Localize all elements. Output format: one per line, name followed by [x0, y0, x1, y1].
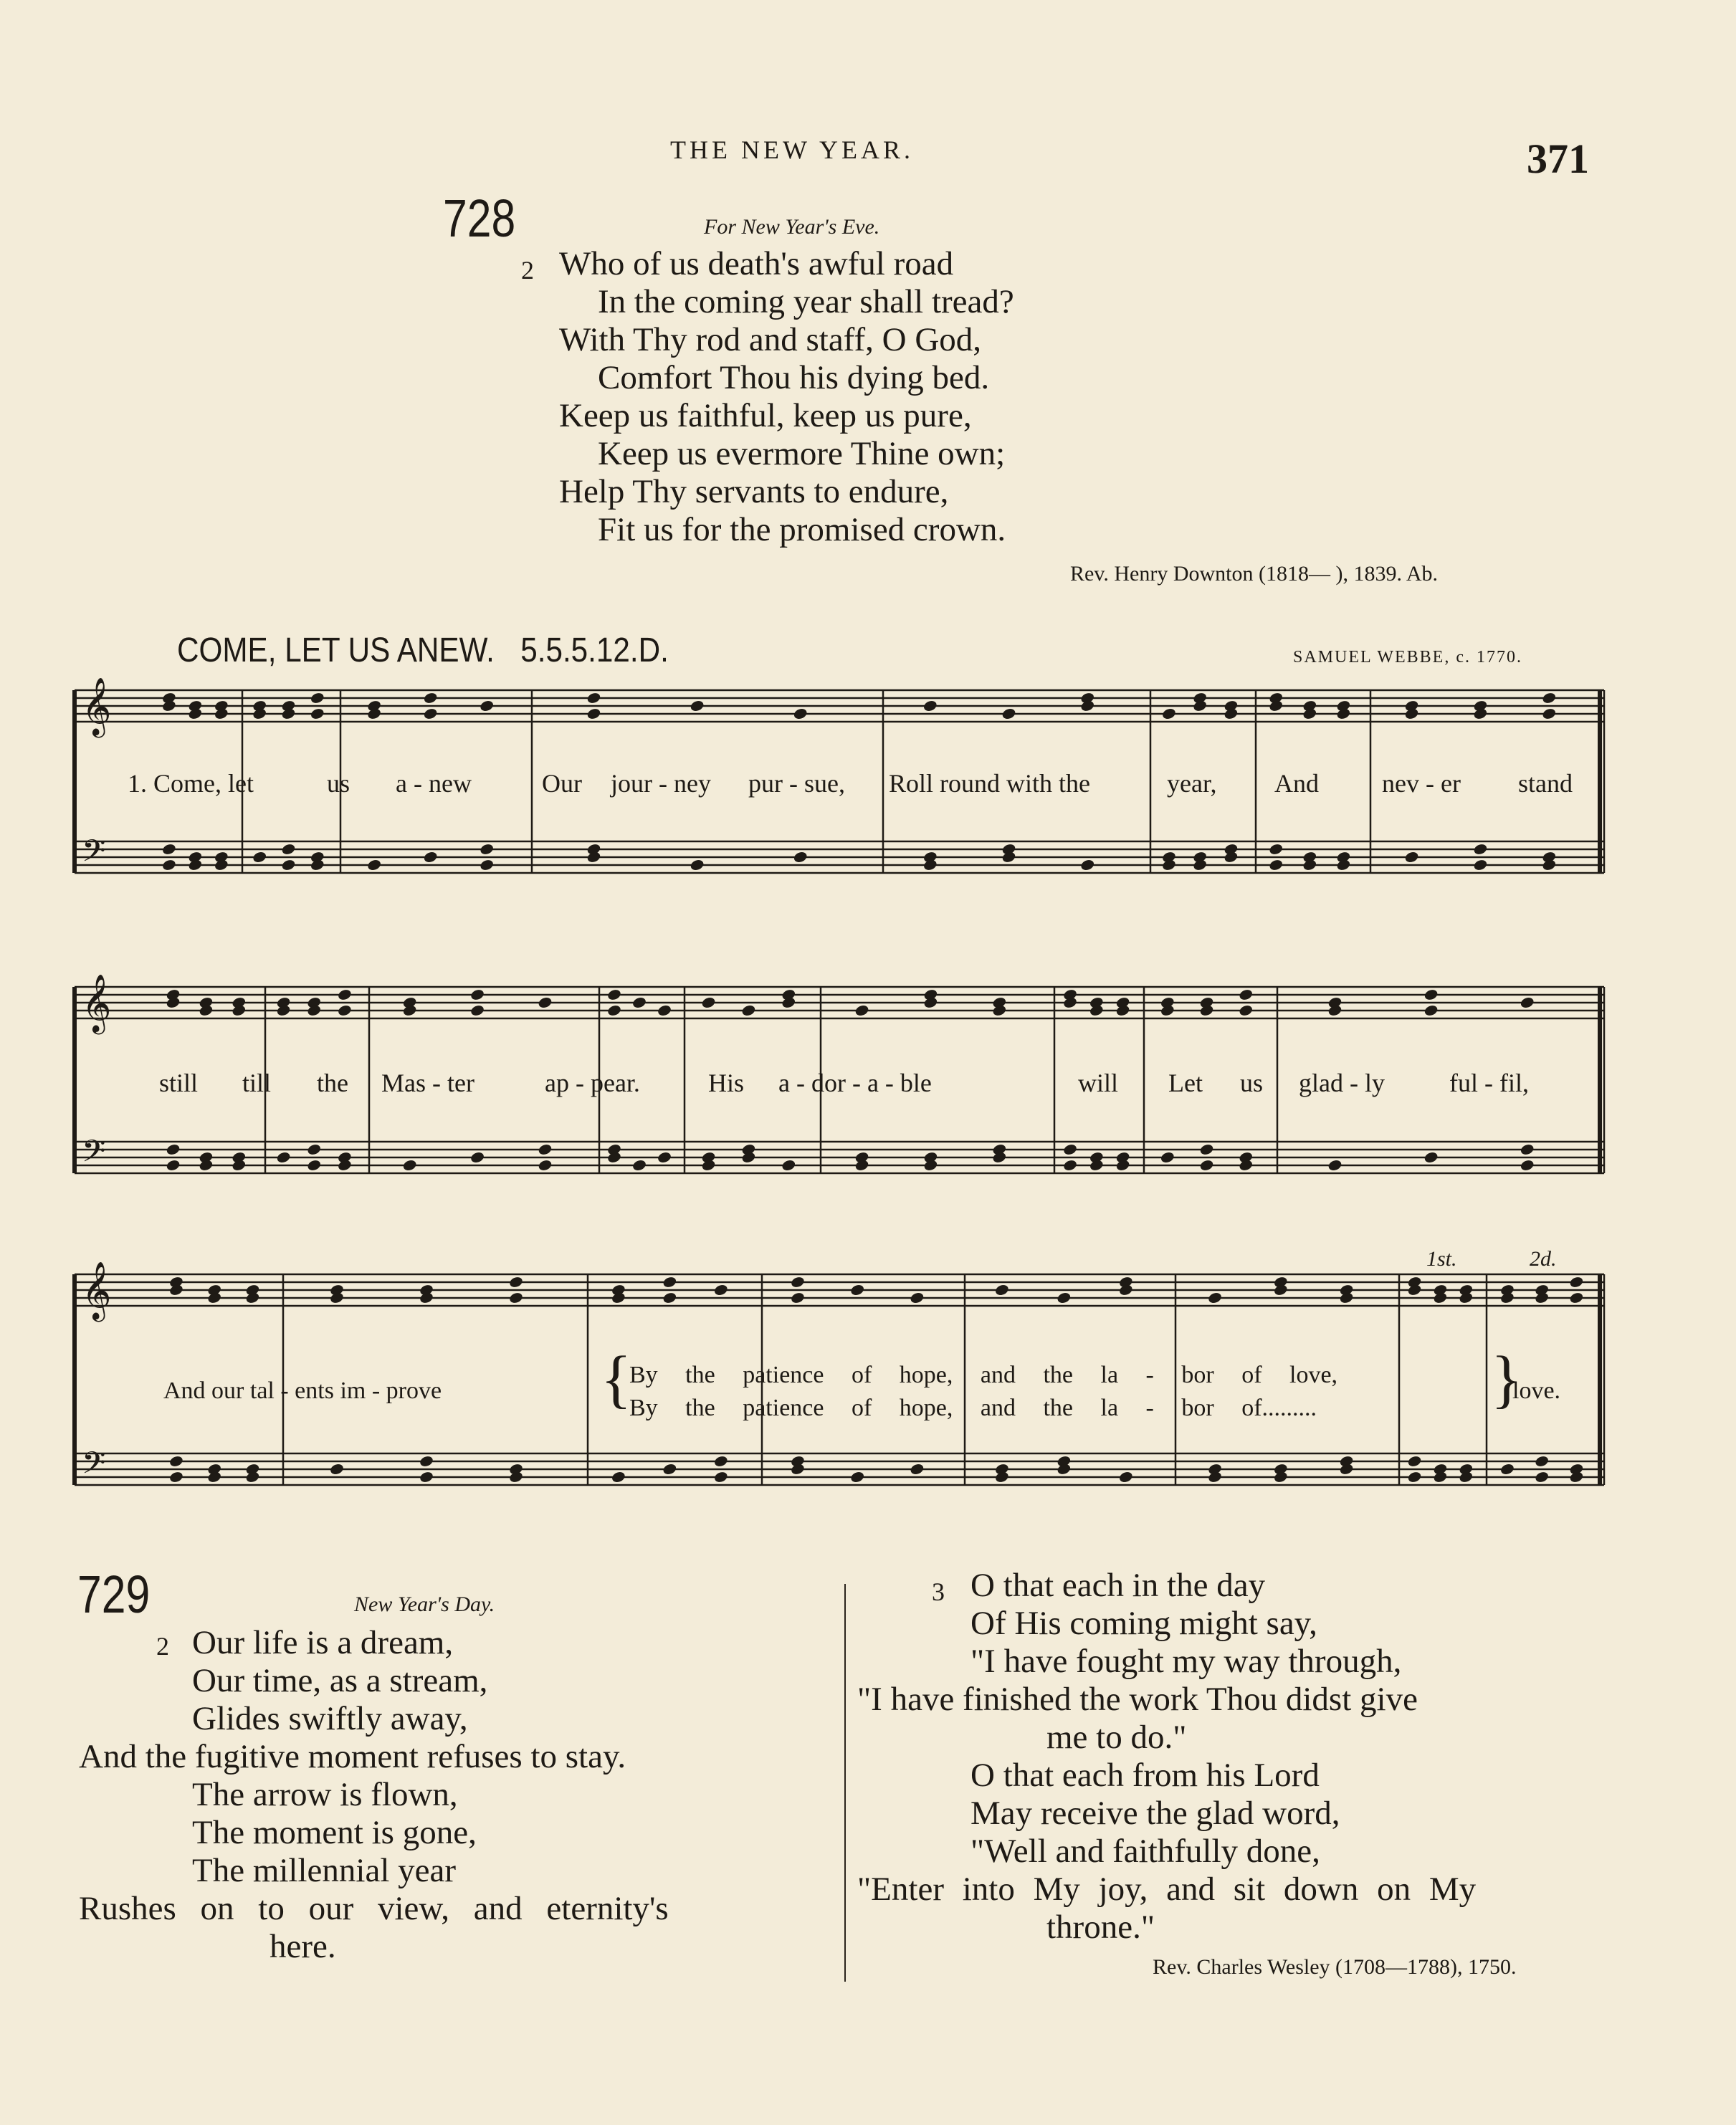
tune-meter: 5.5.5.12.D.: [520, 631, 669, 669]
notehead: [790, 1276, 806, 1289]
verse-line: With Thy rod and staff, O God,: [559, 321, 982, 358]
notehead: [922, 699, 938, 713]
hymn-728-occasion: For New Year's Eve.: [704, 215, 880, 239]
verse-line: Fit us for the promised crown.: [598, 511, 1006, 548]
notehead: [538, 1159, 553, 1173]
notehead: [281, 859, 297, 872]
notehead: [849, 1471, 865, 1484]
notehead: [469, 988, 485, 1002]
notehead: [1407, 1471, 1423, 1484]
notehead: [469, 1151, 485, 1165]
notehead: [793, 707, 809, 721]
notehead: [1062, 1143, 1078, 1157]
verse-line: And the fugitive moment refuses to stay.: [79, 1738, 626, 1775]
notehead: [1160, 1151, 1175, 1165]
notehead: [606, 1004, 622, 1018]
notehead: [423, 851, 439, 864]
verse-line: O that each from his Lord: [970, 1757, 1320, 1794]
lyric: His: [708, 1069, 745, 1097]
notehead: [690, 699, 705, 713]
hymn-728-stanza-number: 2: [521, 256, 534, 285]
notehead: [1079, 859, 1095, 872]
first-ending-label: 1st.: [1426, 1247, 1457, 1271]
notehead: [402, 1159, 418, 1173]
notehead: [1542, 692, 1558, 705]
bass-clef-icon: 𝄢: [82, 1446, 106, 1489]
notehead: [423, 692, 439, 705]
notehead: [166, 1143, 181, 1157]
notehead: [419, 1455, 434, 1469]
notehead: [662, 1291, 678, 1305]
lyric: us: [327, 769, 350, 798]
lyric: still: [159, 1069, 199, 1097]
verse-line: The millennial year: [192, 1852, 457, 1889]
hymn-728-credit: Rev. Henry Downton (1818— ), 1839. Ab.: [1070, 562, 1439, 586]
verse-line: Keep us evermore Thine own;: [598, 435, 1006, 472]
notehead: [1001, 707, 1017, 721]
verse-line: The arrow is flown,: [192, 1776, 458, 1813]
notehead: [538, 1143, 553, 1157]
notehead: [713, 1471, 729, 1484]
notehead: [713, 1455, 729, 1469]
verse-line: O that each in the day: [970, 1567, 1266, 1604]
notehead: [631, 996, 647, 1010]
hymn-729-stanza-3-number: 3: [932, 1577, 945, 1606]
verse-line: "I have finished the work Thou didst give: [857, 1681, 1418, 1718]
notehead: [161, 843, 177, 856]
hymn-728-number: 728: [443, 188, 516, 248]
verse-line: me to do.": [1046, 1719, 1187, 1756]
lyric: the: [317, 1069, 348, 1097]
verse-line: Who of us death's awful road: [559, 245, 954, 282]
verse-line: May receive the glad word,: [970, 1795, 1340, 1832]
verse-line: "Well and faithfully done,: [970, 1833, 1320, 1870]
lyric: And: [1274, 769, 1319, 798]
notehead: [1569, 1276, 1585, 1289]
notehead: [662, 1276, 678, 1289]
bass-clef-icon: 𝄢: [82, 1134, 106, 1177]
notehead: [1407, 1455, 1423, 1469]
notehead: [1423, 1151, 1439, 1165]
hymn-729-stanza-2-number: 2: [156, 1632, 169, 1661]
notehead: [1520, 1159, 1535, 1173]
notehead: [508, 1276, 524, 1289]
notehead: [910, 1291, 925, 1305]
notehead: [166, 1159, 181, 1173]
notehead: [606, 988, 622, 1002]
notehead: [1520, 1143, 1535, 1157]
notehead: [662, 1463, 678, 1476]
notehead: [306, 1159, 322, 1173]
lyric-end: love.: [1512, 1377, 1561, 1404]
lyric: ful - fil,: [1449, 1069, 1529, 1097]
tune-composer: SAMUEL WEBBE, c. 1770.: [1293, 648, 1522, 667]
notehead: [1268, 843, 1284, 856]
lyric: glad - ly: [1299, 1069, 1385, 1097]
notehead: [1423, 988, 1439, 1002]
notehead: [479, 843, 495, 856]
notehead: [1161, 707, 1177, 721]
treble-clef-icon: 𝄞: [82, 973, 112, 1032]
notehead: [793, 851, 809, 864]
lyric: stand: [1518, 769, 1573, 798]
section-title: THE NEW YEAR.: [670, 135, 914, 164]
notehead: [741, 1004, 757, 1018]
hymn-729-stanza-2: [79, 1624, 669, 1966]
notehead: [1207, 1291, 1223, 1305]
notehead: [1542, 707, 1558, 721]
notehead: [337, 988, 353, 1002]
verse-line: Keep us faithful, keep us pure,: [559, 397, 972, 434]
notehead: [1062, 1159, 1078, 1173]
notehead: [611, 1471, 626, 1484]
lyric: year,: [1167, 769, 1217, 798]
notehead: [1473, 859, 1489, 872]
notehead: [701, 996, 717, 1010]
notehead: [306, 1143, 322, 1157]
notehead: [631, 1159, 647, 1173]
lyric: pur - sue,: [748, 769, 845, 798]
hymn-729-credit: Rev. Charles Wesley (1708—1788), 1750.: [1153, 1955, 1517, 1979]
verse-line: The moment is gone,: [192, 1814, 477, 1851]
notehead: [479, 699, 495, 713]
tune-title: COME, LET US ANEW.: [177, 631, 495, 669]
page-number: 371: [1527, 135, 1589, 182]
notehead: [1327, 1159, 1343, 1173]
verse-line: Of His coming might say,: [970, 1605, 1317, 1642]
lyric-line-a: By the patience of hope, and the la - bor of love,: [629, 1362, 1338, 1388]
notehead: [790, 1291, 806, 1305]
treble-clef-icon: 𝄞: [82, 1261, 112, 1319]
notehead: [1473, 843, 1489, 856]
notehead: [849, 1284, 865, 1297]
notehead: [310, 707, 325, 721]
notehead: [1423, 1004, 1439, 1018]
notehead: [538, 996, 553, 1010]
column-divider: [844, 1584, 846, 1982]
lyric-line-b: By the patience of hope, and the la - bor of.........: [629, 1395, 1317, 1421]
brace: }: [1491, 1344, 1522, 1415]
notehead: [479, 859, 495, 872]
lyric: a - dor - a - ble: [778, 1069, 932, 1097]
lyric: ap - pear.: [545, 1069, 640, 1097]
notehead: [508, 1291, 524, 1305]
notehead: [1404, 851, 1420, 864]
notehead: [657, 1151, 672, 1165]
verse-line: Comfort Thou his dying bed.: [598, 359, 990, 396]
lyric: Mas - ter: [381, 1069, 474, 1097]
notehead: [329, 1463, 345, 1476]
lyric: jour - ney: [611, 769, 711, 798]
notehead: [419, 1471, 434, 1484]
notehead: [854, 1004, 870, 1018]
notehead: [1268, 859, 1284, 872]
verse-line: In the coming year shall tread?: [598, 283, 1014, 320]
lyric: Our: [542, 769, 582, 798]
notehead: [310, 692, 325, 705]
notehead: [168, 1455, 184, 1469]
treble-clef-icon: 𝄞: [82, 677, 112, 735]
notehead: [423, 707, 439, 721]
notehead: [276, 1151, 292, 1165]
notehead: [252, 851, 267, 864]
notehead: [657, 1004, 672, 1018]
notehead: [994, 1284, 1010, 1297]
notehead: [469, 1004, 485, 1018]
notehead: [366, 859, 382, 872]
verse-line: Our life is a dream,: [192, 1624, 454, 1661]
lyric: us: [1240, 1069, 1264, 1097]
notehead: [1118, 1471, 1134, 1484]
lyric: 1. Come, let: [128, 769, 254, 798]
notehead: [1199, 1159, 1215, 1173]
notehead: [781, 1159, 797, 1173]
hymn-729-occasion: New Year's Day.: [354, 1592, 495, 1616]
notehead: [1520, 996, 1535, 1010]
lyric: nev - er: [1382, 769, 1461, 798]
verse-line: here.: [270, 1928, 336, 1965]
notehead: [161, 859, 177, 872]
notehead: [910, 1463, 925, 1476]
verse-line: Rushes on to our view, and eternity's: [79, 1890, 669, 1927]
verse-line: throne.": [1046, 1909, 1155, 1946]
lyric: a - new: [396, 769, 472, 798]
notehead: [1499, 1463, 1515, 1476]
notehead: [1238, 988, 1254, 1002]
lyric: Let: [1168, 1069, 1203, 1097]
notehead: [281, 843, 297, 856]
notehead: [337, 1004, 353, 1018]
lyric: Roll round with the: [889, 769, 1090, 798]
verse-line: Glides swiftly away,: [192, 1700, 468, 1737]
notehead: [1534, 1455, 1550, 1469]
notehead: [1238, 1004, 1254, 1018]
notehead: [713, 1284, 729, 1297]
lyric-lead: And our tal - ents im - prove: [163, 1377, 442, 1404]
notehead: [1199, 1143, 1215, 1157]
lyric: will: [1078, 1069, 1119, 1097]
hymn-729-stanza-3: [857, 1567, 1476, 1947]
notehead: [586, 707, 602, 721]
notehead: [1569, 1291, 1585, 1305]
hymn-729-number: 729: [77, 1565, 151, 1624]
verse-line: "Enter into My joy, and sit down on My: [857, 1871, 1477, 1908]
notehead: [690, 859, 705, 872]
notehead: [1534, 1471, 1550, 1484]
verse-line: Help Thy servants to endure,: [559, 473, 949, 510]
notehead: [586, 692, 602, 705]
lyric: till: [242, 1069, 272, 1097]
notehead: [168, 1471, 184, 1484]
verse-line: Our time, as a stream,: [192, 1662, 488, 1699]
brace: {: [601, 1344, 632, 1415]
notehead: [1057, 1291, 1072, 1305]
second-ending-label: 2d.: [1530, 1247, 1557, 1271]
verse-line: "I have fought my way through,: [970, 1643, 1402, 1680]
bass-clef-icon: 𝄢: [82, 834, 106, 877]
